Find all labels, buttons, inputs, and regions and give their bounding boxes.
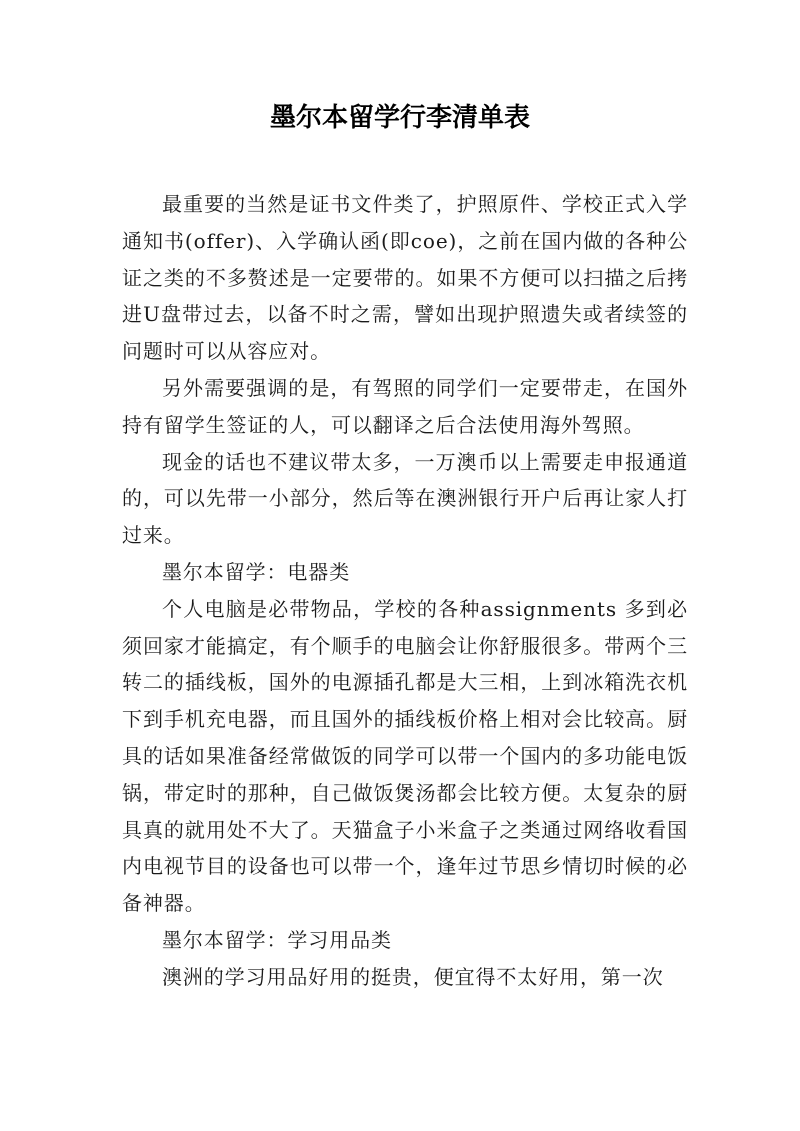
document-title: 墨尔本留学行李清单表 [269, 103, 530, 133]
paragraph-electronics: 个人电脑是必带物品，学校的各种assignments 多到必须回家才能搞定，有个顺手的电脑会让你舒服很多。带两个三转二的插线板，国外的电源插孔都是大三相，上到冰箱洗衣机下到手机充电器，而且国外的插线板价格上相对会比较高。厨具的话如果准备经常做饭的同学可以带一个国内的多功能电饭锅，带定时的那种，自己做饭煲汤都会比较方便。太复杂的厨具真的就用处不大了。天猫盒子小米盒子之类通过网络收看国内电视节目的设备也可以带一个，逢年过节思乡情切时候的必备神器。 [122, 596, 688, 916]
paragraph-study-supplies: 澳洲的学习用品好用的挺贵，便宜得不太好用，第一次 [162, 964, 664, 989]
paragraph-cash: 现金的话也不建议带太多，一万澳币以上需要走申报通道的，可以先带一小部分，然后等在澳洲银行开户后再让家人打过来。 [122, 449, 688, 548]
document-body [122, 186, 688, 996]
paragraph-driving-license: 另外需要强调的是，有驾照的同学们一定要带走，在国外持有留学生签证的人，可以翻译之后合法使用海外驾照。 [122, 375, 688, 437]
paragraph-documents: 最重要的当然是证书文件类了，护照原件、学校正式入学通知书(offer)、入学确认函(即coe)，之前在国内做的各种公证之类的不多赘述是一定要带的。如果不方便可以扫描之后拷进U盘带过去，以备不时之需，譬如出现护照遗失或者续签的问题时可以从容应对。 [122, 192, 688, 364]
section-heading-electronics: 墨尔本留学：电器类 [162, 559, 351, 584]
section-heading-study-supplies: 墨尔本留学：学习用品类 [162, 927, 392, 952]
